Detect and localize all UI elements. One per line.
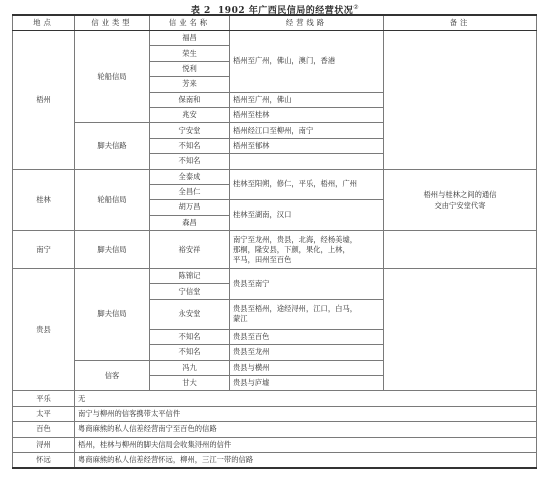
- type-cell: 信客: [75, 360, 150, 391]
- type-cell: 脚夫信路: [75, 123, 150, 169]
- name-cell: 不知名: [150, 138, 230, 153]
- table-caption: [0, 0, 550, 14]
- route-cell: 贵县至龙州: [230, 345, 384, 360]
- route-cell: 贵县与横州: [230, 360, 384, 375]
- header-route: 经营线路: [230, 15, 384, 31]
- route-line: 平马，田州至百色: [233, 254, 292, 264]
- table-row: [13, 452, 537, 467]
- postal-agencies-table: [12, 14, 537, 469]
- table-row: [13, 391, 537, 406]
- place-cell: 怀远: [13, 452, 75, 467]
- route-line: 南宁至龙州，贵县，北海，经杨美墟，: [233, 234, 358, 244]
- table-row: [13, 169, 537, 184]
- caption-title: 1902 年广西民信局的经营状况: [218, 6, 354, 16]
- header-remark: 备注: [384, 15, 537, 31]
- name-cell: 森昌: [150, 215, 230, 230]
- place-cell: 贵县: [13, 269, 75, 391]
- header-name: 信业名称: [150, 15, 230, 31]
- remark-line: 梧州与桂林之间的通信: [423, 189, 497, 199]
- remark-line: 交由宁安堂代寄: [434, 200, 486, 210]
- header-place: 地点: [13, 15, 75, 31]
- name-cell: 冯九: [150, 360, 230, 375]
- name-cell: 悦利: [150, 61, 230, 76]
- name-cell: 芳来: [150, 77, 230, 92]
- route-cell: [230, 154, 384, 169]
- place-cell: 南宁: [13, 231, 75, 269]
- route-line: 贵县至梧州，途经浔州，江口，白马，: [233, 304, 358, 314]
- name-cell: 胡万昌: [150, 200, 230, 215]
- route-cell: 梧州至桂林: [230, 107, 384, 122]
- type-cell: 轮船信局: [75, 169, 150, 231]
- name-cell: 福昌: [150, 31, 230, 46]
- route-cell: 梧州至广州，佛山，澳门，香港: [230, 31, 384, 93]
- summary-cell: 粤商麻熊的私人信差经营南宁至百色的信路: [75, 422, 537, 437]
- table-row: [13, 422, 537, 437]
- name-cell: 宁信堂: [150, 284, 230, 299]
- table-row: [13, 437, 537, 452]
- place-cell: 百色: [13, 422, 75, 437]
- table-row: [13, 406, 537, 421]
- caption-note-marker: ②: [353, 4, 360, 11]
- name-cell: 不知名: [150, 345, 230, 360]
- summary-cell: 无: [75, 391, 537, 406]
- type-cell: 脚夫信局: [75, 269, 150, 361]
- name-cell: 荣生: [150, 46, 230, 61]
- table-row: [13, 31, 537, 46]
- place-cell: 浔州: [13, 437, 75, 452]
- route-cell: 梧州经江口至柳州，南宁: [230, 123, 384, 138]
- place-cell: 平乐: [13, 391, 75, 406]
- route-cell: [230, 231, 384, 269]
- route-cell: 桂林至阳朔，修仁，平乐，梧州，广州: [230, 169, 384, 200]
- route-cell: 梧州至广州，佛山: [230, 92, 384, 107]
- route-line: 那桐，隆安县，下颜，果化，上林，: [233, 244, 350, 254]
- route-line: 蒙江: [233, 314, 248, 324]
- place-cell: 桂林: [13, 169, 75, 231]
- route-cell: 贵县与庐墟: [230, 376, 384, 391]
- name-cell: 裕安祥: [150, 231, 230, 269]
- route-cell: [230, 299, 384, 329]
- name-cell: 不知名: [150, 329, 230, 344]
- route-cell: 桂林至湖南，汉口: [230, 200, 384, 231]
- type-cell: 脚夫信局: [75, 231, 150, 269]
- place-cell: 梧州: [13, 31, 75, 170]
- summary-cell: 粤商麻熊的私人信差经营怀远，柳州，三江一带的信路: [75, 452, 537, 467]
- name-cell: 陈锦记: [150, 269, 230, 284]
- caption-label: 表 2: [190, 6, 211, 16]
- name-cell: 全昌仁: [150, 184, 230, 199]
- header-type: 信业类型: [75, 15, 150, 31]
- name-cell: 不知名: [150, 154, 230, 169]
- route-cell: 贵县至南宁: [230, 269, 384, 300]
- place-cell: 太平: [13, 406, 75, 421]
- type-cell: 轮船信局: [75, 31, 150, 123]
- summary-cell: 梧州，桂林与柳州的脚夫信局会收集浔州的信件: [75, 437, 537, 452]
- route-cell: 梧州至郁林: [230, 138, 384, 153]
- name-cell: 保南和: [150, 92, 230, 107]
- route-cell: 贵县至百色: [230, 329, 384, 344]
- table-row: [13, 231, 537, 269]
- table-row: [13, 269, 537, 284]
- summary-cell: 南宁与柳州的信客携带太平信件: [75, 406, 537, 421]
- name-cell: 兆安: [150, 107, 230, 122]
- name-cell: 全泰成: [150, 169, 230, 184]
- remark-cell: [384, 169, 537, 231]
- name-cell: 甘大: [150, 376, 230, 391]
- remark-cell: [384, 231, 537, 269]
- remark-cell: [384, 31, 537, 170]
- name-cell: 宁安堂: [150, 123, 230, 138]
- remark-cell: [384, 269, 537, 391]
- name-cell: 永安堂: [150, 299, 230, 329]
- header-row: [13, 15, 537, 31]
